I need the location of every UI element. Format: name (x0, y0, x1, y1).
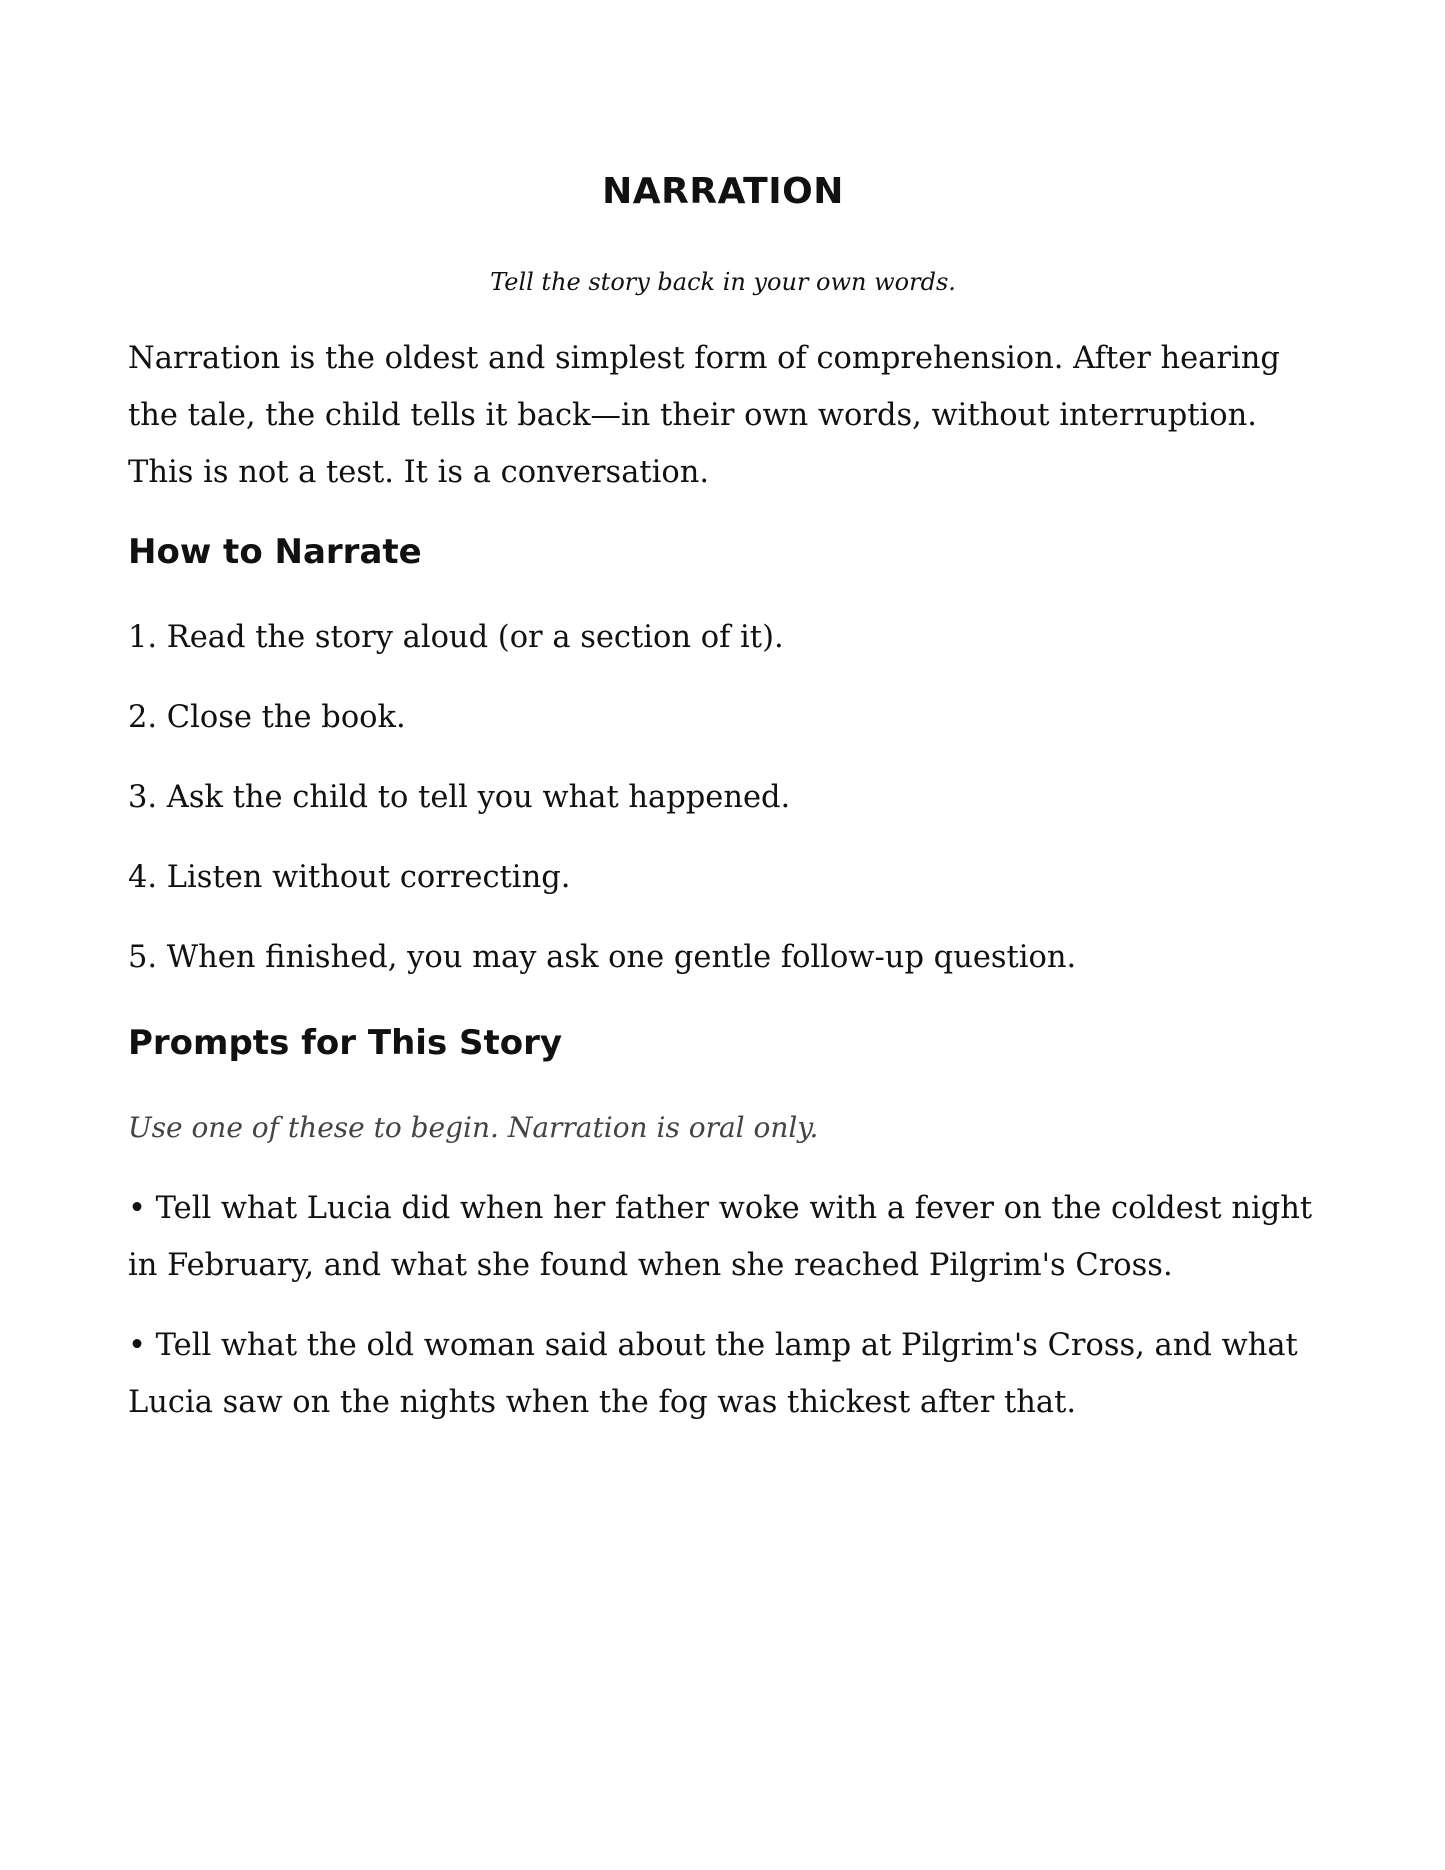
step-item: 5. When finished, you may ask one gentle follow-up question. (128, 940, 1077, 975)
prompts-heading: Prompts for This Story (128, 1023, 563, 1063)
step-item: 3. Ask the child to tell you what happened. (128, 780, 791, 815)
step-item: 4. Listen without correcting. (128, 860, 571, 895)
prompts-note: Use one of these to begin. Narration is oral only. (128, 1111, 819, 1144)
step-item: 2. Close the book. (128, 700, 406, 735)
intro-paragraph: Narration is the oldest and simplest form of comprehension. After hearing the tale, the child tells it back—in their own words, without interruption. This is not a test. It is a conversation. (128, 341, 1280, 490)
prompt-item: • Tell what the old woman said about the lamp at Pilgrim's Cross, and what Lucia saw on the nights when the fog was thickest after that. (128, 1328, 1298, 1420)
page-subtitle: Tell the story back in your own words. (490, 268, 956, 296)
prompt-item: • Tell what Lucia did when her father woke with a fever on the coldest night in February, and what she found when she reached Pilgrim's Cross. (128, 1191, 1313, 1283)
page-title: NARRATION (602, 171, 844, 212)
how-to-heading: How to Narrate (128, 532, 422, 572)
step-item: 1. Read the story aloud (or a section of it). (128, 620, 784, 655)
